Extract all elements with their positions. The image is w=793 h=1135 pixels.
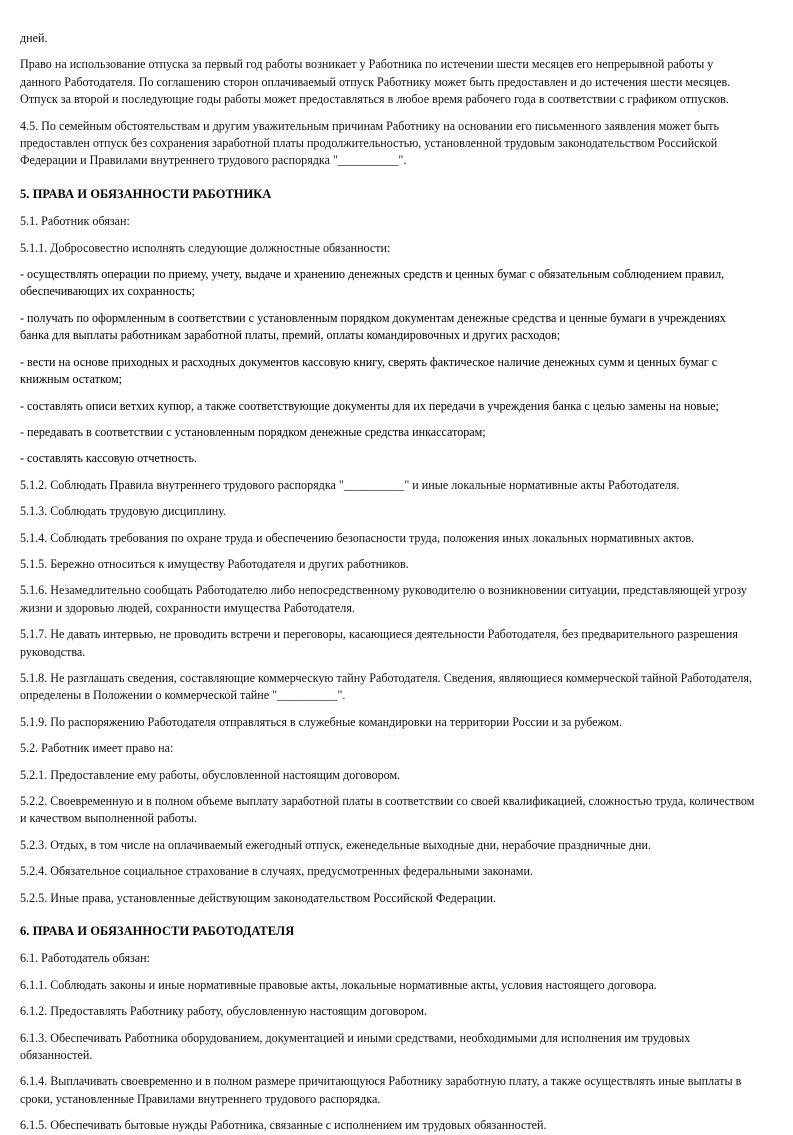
clause-5-2-2: 5.2.2. Своевременную и в полном объеме выплату заработной платы в соответствии со своей квалификацией, сложностью труда, количеством и качеством выполненной работы. (20, 794, 755, 826)
list-item: - вести на основе приходных и расходных документов кассовую книгу, сверять фактическое наличие денежных сумм и ценных бумаг с книжным остатком; (20, 354, 718, 387)
clause-6-1-4: 6.1.4. Выплачивать своевременно и в полном размере причитающуюся Работнику заработную плату, а также осуществлять иные выплаты в сроки, установленные Правилами внутреннего трудового распорядка. (20, 1074, 742, 1106)
list-item: - осуществлять операции по приему, учету, выдаче и хранению денежных средств и ценных бумаг с обязательным соблюдением правил, обеспечивающих их сохранность; (20, 267, 725, 299)
clause-5-1-1: 5.1.1. Добросовестно исполнять следующие должностные обязанности: (20, 240, 391, 255)
clause-5-2-3: 5.2.3. Отдых, в том числе на оплачиваемый ежегодный отпуск, еженедельные выходные дни, нерабочие праздничные дни. (20, 837, 651, 852)
clause-6-1-3: 6.1.3. Обеспечивать Работника оборудованием, документацией и иными средствами, необходимыми для исполнения им трудовых обязанностей. (20, 1030, 691, 1063)
paragraph-vacation-first-year: Право на использование отпуска за первый год работы возникает у Работника по истечении шести месяцев его непрерывной работы у данного Работодателя. По соглашению сторон оплачиваемый отпуск Работнику может быть предоставлен и до истечения шести месяцев. Отпуск за второй и последующие годы работы может предоставляться в любое время рабочего года в соответствии с графиком отпусков. (20, 57, 731, 107)
clause-5-1-9: 5.1.9. По распоряжению Работодателя отправляться в служебные командировки на территории России и за рубежом. (20, 714, 623, 729)
clause-5-1-8: 5.1.8. Не разглашать сведения, составляющие коммерческую тайну Работодателя. Сведения, являющиеся коммерческой тайной Работодателя, определены в Положении о коммерческой тайне "__________". (20, 670, 753, 703)
heading-section-5: 5. ПРАВА И ОБЯЗАННОСТИ РАБОТНИКА (20, 186, 272, 201)
clause-5-2-5: 5.2.5. Иные права, установленные действующим законодательством Российской Федерации. (20, 890, 497, 905)
clause-5-1-5: 5.1.5. Бережно относиться к имуществу Работодателя и других работников. (20, 556, 409, 571)
clause-5-1-6: 5.1.6. Незамедлительно сообщать Работодателю либо непосредственному руководителю о возникновении ситуации, представляющей угрозу жизни и здоровью людей, сохранности имущества Работодателя. (20, 583, 747, 615)
clause-5-1-3: 5.1.3. Соблюдать трудовую дисциплину. (20, 504, 227, 519)
list-item: - составлять кассовую отчетность. (20, 451, 198, 466)
list-item: - получать по оформленным в соответствии с установленным порядком документам денежные средства и ценные бумаги в учреждениях банка для выплаты работникам заработной платы, премий, оплаты командировочных и других расходов; (20, 310, 726, 343)
clause-6-1: 6.1. Работодатель обязан: (20, 951, 150, 966)
list-item: - передавать в соответствии с установленным порядком денежные средства инкассаторам; (20, 424, 486, 439)
clause-5-1-7: 5.1.7. Не давать интервью, не проводить встречи и переговоры, касающиеся деятельности Работодателя, без предварительного разрешения руководства. (20, 627, 738, 659)
document-body (20, 30, 756, 1135)
clause-4-5: 4.5. По семейным обстоятельствам и другим уважительным причинам Работнику на основании его письменного заявления может быть предоставлен отпуск без сохранения заработной платы продолжительностью, установленной трудовым законодательством Российской Федерации и Правилами внутреннего трудового распорядка "__________". (20, 118, 719, 168)
clause-5-1-4: 5.1.4. Соблюдать требования по охране труда и обеспечению безопасности труда, положения иных локальных нормативных актов. (20, 530, 695, 545)
clause-6-1-2: 6.1.2. Предоставлять Работнику работу, обусловленную настоящим договором. (20, 1004, 427, 1019)
heading-section-6: 6. ПРАВА И ОБЯЗАННОСТИ РАБОТОДАТЕЛЯ (20, 924, 295, 939)
clause-5-2: 5.2. Работник имеет право на: (20, 741, 174, 756)
clause-5-2-4: 5.2.4. Обязательное социальное страхование в случаях, предусмотренных федеральными законами. (20, 864, 533, 879)
clause-5-2-1: 5.2.1. Предоставление ему работы, обусловленной настоящим договором. (20, 767, 401, 782)
list-item: - составлять описи ветхих купюр, а также соответствующие документы для их передачи в учреждения банка с целью замены на новые; (20, 398, 719, 413)
clause-5-1-2: 5.1.2. Соблюдать Правила внутреннего трудового распорядка "__________" и иные локальные нормативные акты Работодателя. (20, 477, 680, 492)
clause-6-1-1: 6.1.1. Соблюдать законы и иные нормативные правовые акты, локальные нормативные акты, условия настоящего договора. (20, 977, 657, 992)
clause-5-1: 5.1. Работник обязан: (20, 214, 130, 229)
clause-6-1-5: 6.1.5. Обеспечивать бытовые нужды Работника, связанные с исполнением им трудовых обязанностей. (20, 1118, 547, 1133)
paragraph-continuation: дней. (20, 31, 48, 45)
